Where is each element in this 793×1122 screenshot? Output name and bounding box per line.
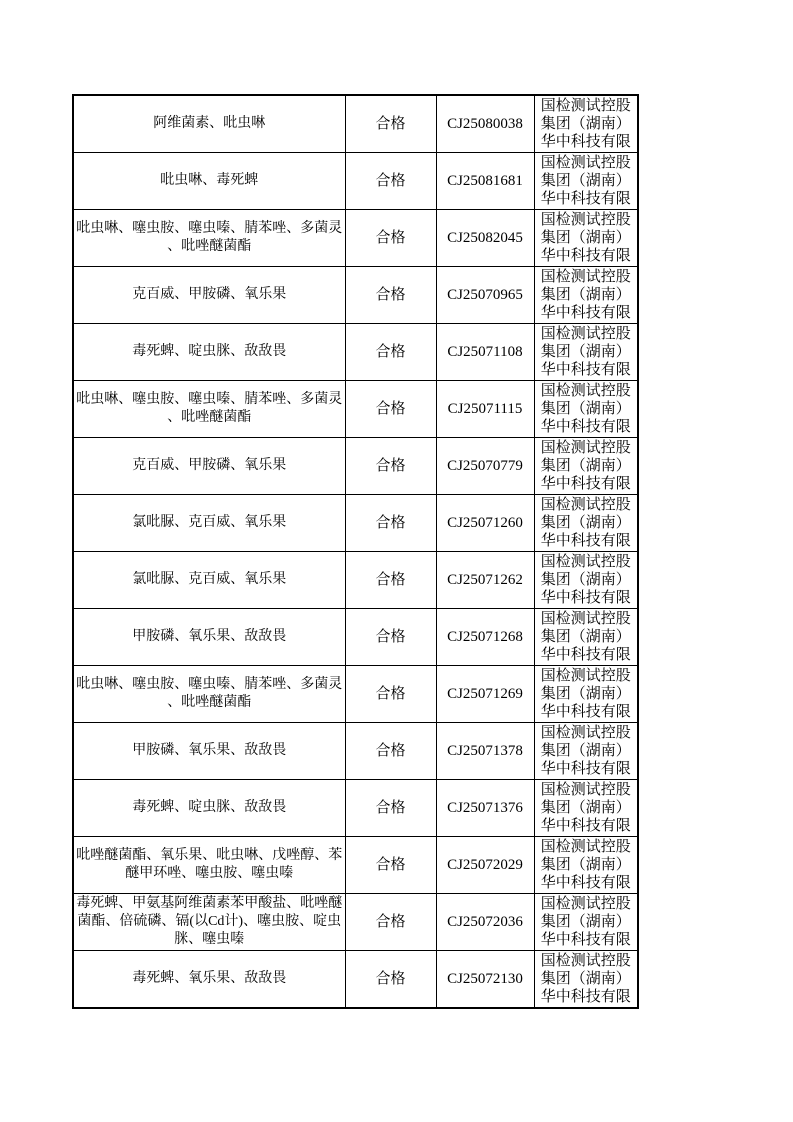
agency-cell: 国检测试控股集团（湖南）华中科技有限 bbox=[534, 210, 638, 267]
table-row bbox=[73, 666, 638, 723]
chemicals-cell: 吡虫啉、噻虫胺、噻虫嗪、腈苯唑、多菌灵、吡唑醚菌酯 bbox=[73, 666, 345, 723]
result-cell: 合格 bbox=[345, 153, 436, 210]
result-cell: 合格 bbox=[345, 381, 436, 438]
chemicals-cell: 甲胺磷、氧乐果、敌敌畏 bbox=[73, 609, 345, 666]
sample-code-cell: CJ25070779 bbox=[436, 438, 534, 495]
agency-cell: 国检测试控股集团（湖南）华中科技有限 bbox=[534, 495, 638, 552]
table-body bbox=[73, 95, 638, 1008]
sample-code-cell: CJ25070965 bbox=[436, 267, 534, 324]
table-row bbox=[73, 951, 638, 1009]
table-row bbox=[73, 95, 638, 153]
agency-cell: 国检测试控股集团（湖南）华中科技有限 bbox=[534, 381, 638, 438]
table-row bbox=[73, 153, 638, 210]
sample-code-cell: CJ25071376 bbox=[436, 780, 534, 837]
chemicals-cell: 毒死蜱、甲氨基阿维菌素苯甲酸盐、吡唑醚菌酯、倍硫磷、镉(以Cd计)、噻虫胺、啶虫脒、噻虫嗪 bbox=[73, 894, 345, 951]
table-row bbox=[73, 495, 638, 552]
agency-cell: 国检测试控股集团（湖南）华中科技有限 bbox=[534, 552, 638, 609]
chemicals-cell: 毒死蜱、啶虫脒、敌敌畏 bbox=[73, 324, 345, 381]
agency-cell: 国检测试控股集团（湖南）华中科技有限 bbox=[534, 267, 638, 324]
result-cell: 合格 bbox=[345, 666, 436, 723]
agency-cell: 国检测试控股集团（湖南）华中科技有限 bbox=[534, 894, 638, 951]
result-cell: 合格 bbox=[345, 438, 436, 495]
table-row bbox=[73, 324, 638, 381]
chemicals-cell: 吡虫啉、噻虫胺、噻虫嗪、腈苯唑、多菌灵、吡唑醚菌酯 bbox=[73, 381, 345, 438]
sample-code-cell: CJ25072029 bbox=[436, 837, 534, 894]
sample-code-cell: CJ25082045 bbox=[436, 210, 534, 267]
chemicals-cell: 吡唑醚菌酯、氧乐果、吡虫啉、戊唑醇、苯醚甲环唑、噻虫胺、噻虫嗪 bbox=[73, 837, 345, 894]
chemicals-cell: 甲胺磷、氧乐果、敌敌畏 bbox=[73, 723, 345, 780]
chemicals-cell: 克百威、甲胺磷、氧乐果 bbox=[73, 438, 345, 495]
table-row bbox=[73, 438, 638, 495]
result-cell: 合格 bbox=[345, 894, 436, 951]
table-row bbox=[73, 780, 638, 837]
sample-code-cell: CJ25071268 bbox=[436, 609, 534, 666]
agency-cell: 国检测试控股集团（湖南）华中科技有限 bbox=[534, 951, 638, 1009]
sample-code-cell: CJ25081681 bbox=[436, 153, 534, 210]
table-row bbox=[73, 267, 638, 324]
result-cell: 合格 bbox=[345, 552, 436, 609]
agency-cell: 国检测试控股集团（湖南）华中科技有限 bbox=[534, 837, 638, 894]
table-row bbox=[73, 210, 638, 267]
table-row bbox=[73, 552, 638, 609]
agency-cell: 国检测试控股集团（湖南）华中科技有限 bbox=[534, 609, 638, 666]
agency-cell: 国检测试控股集团（湖南）华中科技有限 bbox=[534, 153, 638, 210]
table-row bbox=[73, 723, 638, 780]
sample-code-cell: CJ25071108 bbox=[436, 324, 534, 381]
agency-cell: 国检测试控股集团（湖南）华中科技有限 bbox=[534, 438, 638, 495]
chemicals-cell: 氯吡脲、克百威、氧乐果 bbox=[73, 552, 345, 609]
agency-cell: 国检测试控股集团（湖南）华中科技有限 bbox=[534, 723, 638, 780]
agency-cell: 国检测试控股集团（湖南）华中科技有限 bbox=[534, 666, 638, 723]
result-cell: 合格 bbox=[345, 210, 436, 267]
sample-code-cell: CJ25080038 bbox=[436, 95, 534, 153]
agency-cell: 国检测试控股集团（湖南）华中科技有限 bbox=[534, 324, 638, 381]
result-cell: 合格 bbox=[345, 324, 436, 381]
chemicals-cell: 克百威、甲胺磷、氧乐果 bbox=[73, 267, 345, 324]
test-results-table bbox=[72, 94, 639, 1009]
result-cell: 合格 bbox=[345, 609, 436, 666]
chemicals-cell: 氯吡脲、克百威、氧乐果 bbox=[73, 495, 345, 552]
chemicals-cell: 毒死蜱、氧乐果、敌敌畏 bbox=[73, 951, 345, 1009]
table-row bbox=[73, 894, 638, 951]
result-cell: 合格 bbox=[345, 95, 436, 153]
sample-code-cell: CJ25072036 bbox=[436, 894, 534, 951]
result-cell: 合格 bbox=[345, 951, 436, 1009]
result-cell: 合格 bbox=[345, 267, 436, 324]
sample-code-cell: CJ25071260 bbox=[436, 495, 534, 552]
result-cell: 合格 bbox=[345, 723, 436, 780]
sample-code-cell: CJ25071378 bbox=[436, 723, 534, 780]
chemicals-cell: 阿维菌素、吡虫啉 bbox=[73, 95, 345, 153]
agency-cell: 国检测试控股集团（湖南）华中科技有限 bbox=[534, 780, 638, 837]
chemicals-cell: 毒死蜱、啶虫脒、敌敌畏 bbox=[73, 780, 345, 837]
table-row bbox=[73, 381, 638, 438]
sample-code-cell: CJ25071262 bbox=[436, 552, 534, 609]
table-row bbox=[73, 837, 638, 894]
sample-code-cell: CJ25071115 bbox=[436, 381, 534, 438]
agency-cell: 国检测试控股集团（湖南）华中科技有限 bbox=[534, 95, 638, 153]
sample-code-cell: CJ25072130 bbox=[436, 951, 534, 1009]
chemicals-cell: 吡虫啉、噻虫胺、噻虫嗪、腈苯唑、多菌灵、吡唑醚菌酯 bbox=[73, 210, 345, 267]
chemicals-cell: 吡虫啉、毒死蜱 bbox=[73, 153, 345, 210]
table-row bbox=[73, 609, 638, 666]
result-cell: 合格 bbox=[345, 837, 436, 894]
result-cell: 合格 bbox=[345, 495, 436, 552]
result-cell: 合格 bbox=[345, 780, 436, 837]
sample-code-cell: CJ25071269 bbox=[436, 666, 534, 723]
